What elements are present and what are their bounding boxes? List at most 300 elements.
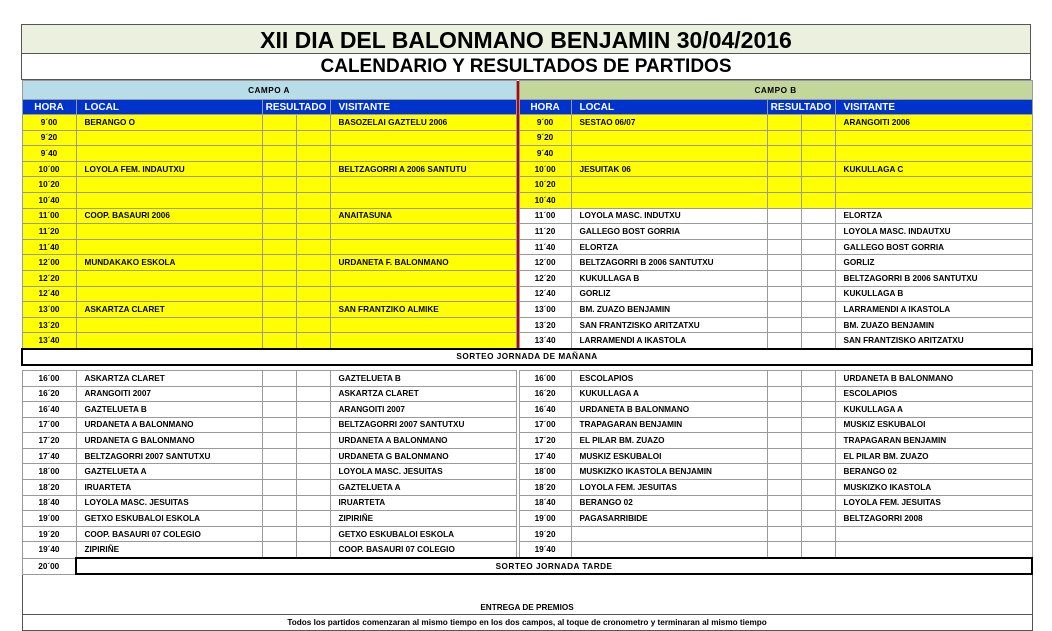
- score-cell-a[interactable]: [296, 542, 330, 558]
- local-team-b: SESTAO 06/07: [571, 115, 767, 131]
- visiting-team-a: URDANETA F. BALONMANO: [330, 255, 516, 271]
- score-cell-b[interactable]: [801, 239, 835, 255]
- table-row: [22, 333, 1032, 349]
- schedule-body: [22, 81, 1032, 631]
- score-cell-a[interactable]: [262, 511, 296, 527]
- visiting-team-a: BELTZAGORRI 2007 SANTUTXU: [330, 417, 516, 433]
- score-cell-b[interactable]: [767, 177, 801, 193]
- local-team-a: [76, 130, 262, 146]
- hora-b: 11´00: [519, 208, 571, 224]
- hora-a: 9´40: [22, 146, 76, 162]
- visiting-team-b: GORLIZ: [835, 255, 1032, 271]
- visiting-team-a: GAZTELUETA B: [330, 370, 516, 386]
- local-team-a: GAZTELUETA B: [76, 402, 262, 418]
- local-team-a: GAZTELUETA A: [76, 464, 262, 480]
- hora-a: 16´00: [22, 370, 76, 386]
- score-cell-b[interactable]: [801, 317, 835, 333]
- score-cell-a[interactable]: [262, 333, 296, 349]
- local-team-b: LOYOLA FEM. JESUITAS: [571, 480, 767, 496]
- score-cell-b[interactable]: [801, 386, 835, 402]
- local-team-b: [571, 130, 767, 146]
- score-cell-b[interactable]: [767, 526, 801, 542]
- hora-a: 17´20: [22, 433, 76, 449]
- score-cell-a[interactable]: [296, 224, 330, 240]
- score-cell-a[interactable]: [296, 146, 330, 162]
- visiting-team-a: [330, 192, 516, 208]
- local-team-b: [571, 542, 767, 558]
- local-team-b: ESCOLAPIOS: [571, 370, 767, 386]
- hora-final: 20´00: [22, 558, 76, 574]
- score-cell-a[interactable]: [296, 239, 330, 255]
- table-row: [22, 433, 1032, 449]
- visiting-team-b: [835, 130, 1032, 146]
- hora-a: 19´00: [22, 511, 76, 527]
- score-cell-a[interactable]: [262, 192, 296, 208]
- hora-b: 16´20: [519, 386, 571, 402]
- score-cell-b[interactable]: [801, 480, 835, 496]
- score-cell-a[interactable]: [296, 177, 330, 193]
- table-row: [22, 386, 1032, 402]
- table-row: [22, 255, 1032, 271]
- table-row: [22, 511, 1032, 527]
- score-cell-b[interactable]: [801, 208, 835, 224]
- score-cell-b[interactable]: [801, 270, 835, 286]
- local-team-b: LARRAMENDI A IKASTOLA: [571, 333, 767, 349]
- visiting-team-b: MUSKIZKO IKASTOLA: [835, 480, 1032, 496]
- score-cell-b[interactable]: [801, 146, 835, 162]
- score-cell-b[interactable]: [801, 192, 835, 208]
- hora-b: 17´00: [519, 417, 571, 433]
- hora-a: 19´20: [22, 526, 76, 542]
- table-row: [22, 286, 1032, 302]
- hora-b: 13´20: [519, 317, 571, 333]
- score-cell-b[interactable]: [767, 402, 801, 418]
- visiting-team-a: [330, 224, 516, 240]
- local-team-a: ZIPIRIÑE: [76, 542, 262, 558]
- header-local-a: LOCAL: [76, 100, 262, 115]
- table-row: [22, 177, 1032, 193]
- visiting-team-a: ARANGOITI 2007: [330, 402, 516, 418]
- visiting-team-b: [835, 177, 1032, 193]
- hora-b: 18´20: [519, 480, 571, 496]
- score-cell-b[interactable]: [801, 495, 835, 511]
- score-cell-b[interactable]: [767, 208, 801, 224]
- local-team-a: MUNDAKAKO ESKOLA: [76, 255, 262, 271]
- visiting-team-a: [330, 239, 516, 255]
- score-cell-a[interactable]: [296, 302, 330, 318]
- local-team-b: EL PILAR BM. ZUAZO: [571, 433, 767, 449]
- visiting-team-b: URDANETA B BALONMANO: [835, 370, 1032, 386]
- hora-a: 9´20: [22, 130, 76, 146]
- table-row: [22, 270, 1032, 286]
- score-cell-a[interactable]: [262, 208, 296, 224]
- local-team-a: [76, 239, 262, 255]
- score-cell-a[interactable]: [262, 286, 296, 302]
- score-cell-b[interactable]: [801, 402, 835, 418]
- header-row: [22, 100, 1032, 115]
- hora-b: 9´40: [519, 146, 571, 162]
- score-cell-a[interactable]: [262, 115, 296, 131]
- visiting-team-a: ZIPIRIÑE: [330, 511, 516, 527]
- visiting-team-b: SAN FRANTZISKO ARITZATXU: [835, 333, 1032, 349]
- score-cell-a[interactable]: [296, 333, 330, 349]
- header-hora-a: HORA: [22, 100, 76, 115]
- visiting-team-b: ELORTZA: [835, 208, 1032, 224]
- local-team-a: GETXO ESKUBALOI ESKOLA: [76, 511, 262, 527]
- score-cell-a[interactable]: [296, 255, 330, 271]
- local-team-b: LOYOLA MASC. INDUTXU: [571, 208, 767, 224]
- hora-b: 19´20: [519, 526, 571, 542]
- local-team-a: [76, 224, 262, 240]
- score-cell-b[interactable]: [767, 161, 801, 177]
- local-team-a: [76, 286, 262, 302]
- score-cell-b[interactable]: [801, 464, 835, 480]
- hora-a: 9´00: [22, 115, 76, 131]
- campo-b-label: CAMPO B: [519, 81, 1032, 100]
- hora-a: 18´00: [22, 464, 76, 480]
- local-team-a: COOP. BASAURI 2006: [76, 208, 262, 224]
- visiting-team-b: MUSKIZ ESKUBALOI: [835, 417, 1032, 433]
- score-cell-b[interactable]: [767, 511, 801, 527]
- score-cell-b[interactable]: [767, 433, 801, 449]
- header-visitante-a: VISITANTE: [330, 100, 516, 115]
- hora-b: 17´20: [519, 433, 571, 449]
- table-row: [22, 526, 1032, 542]
- local-team-a: [76, 270, 262, 286]
- score-cell-b[interactable]: [767, 146, 801, 162]
- score-cell-b[interactable]: [801, 370, 835, 386]
- table-row: [22, 402, 1032, 418]
- score-cell-b[interactable]: [767, 192, 801, 208]
- score-cell-a[interactable]: [262, 526, 296, 542]
- visiting-team-b: [835, 146, 1032, 162]
- score-cell-b[interactable]: [767, 130, 801, 146]
- local-team-b: SAN FRANTZISKO ARITZATXU: [571, 317, 767, 333]
- hora-b: 10´40: [519, 192, 571, 208]
- header-local-b: LOCAL: [571, 100, 767, 115]
- score-cell-a[interactable]: [262, 480, 296, 496]
- score-cell-b[interactable]: [801, 526, 835, 542]
- score-cell-a[interactable]: [262, 317, 296, 333]
- score-cell-a[interactable]: [262, 417, 296, 433]
- hora-b: 19´40: [519, 542, 571, 558]
- score-cell-b[interactable]: [801, 286, 835, 302]
- score-cell-a[interactable]: [262, 402, 296, 418]
- hora-b: 13´40: [519, 333, 571, 349]
- score-cell-b[interactable]: [801, 115, 835, 131]
- table-row: [22, 370, 1032, 386]
- footer-row: [22, 615, 1032, 631]
- visiting-team-b: LARRAMENDI A IKASTOLA: [835, 302, 1032, 318]
- premios-space: [22, 574, 1032, 601]
- local-team-a: IRUARTETA: [76, 480, 262, 496]
- score-cell-a[interactable]: [262, 542, 296, 558]
- local-team-a: LOYOLA FEM. INDAUTXU: [76, 161, 262, 177]
- local-team-b: [571, 526, 767, 542]
- visiting-team-b: BERANGO 02: [835, 464, 1032, 480]
- score-cell-a[interactable]: [296, 495, 330, 511]
- local-team-b: KUKULLAGA A: [571, 386, 767, 402]
- score-cell-a[interactable]: [296, 448, 330, 464]
- hora-a: 11´20: [22, 224, 76, 240]
- hora-a: 11´40: [22, 239, 76, 255]
- visiting-team-a: URDANETA G BALONMANO: [330, 448, 516, 464]
- score-cell-a[interactable]: [296, 433, 330, 449]
- score-cell-a[interactable]: [296, 526, 330, 542]
- table-row: [22, 161, 1032, 177]
- table-row: [22, 130, 1032, 146]
- score-cell-a[interactable]: [296, 161, 330, 177]
- local-team-a: COOP. BASAURI 07 COLEGIO: [76, 526, 262, 542]
- score-cell-b[interactable]: [801, 177, 835, 193]
- table-row: [22, 464, 1032, 480]
- visiting-team-a: [330, 333, 516, 349]
- visiting-team-a: LOYOLA MASC. JESUITAS: [330, 464, 516, 480]
- table-row: [22, 417, 1032, 433]
- local-team-a: LOYOLA MASC. JESUITAS: [76, 495, 262, 511]
- visiting-team-a: URDANETA A BALONMANO: [330, 433, 516, 449]
- hora-a: 17´40: [22, 448, 76, 464]
- visiting-team-b: TRAPAGARAN BENJAMIN: [835, 433, 1032, 449]
- table-row: [22, 239, 1032, 255]
- table-row: [22, 448, 1032, 464]
- score-cell-a[interactable]: [262, 370, 296, 386]
- local-team-b: ELORTZA: [571, 239, 767, 255]
- visiting-team-b: KUKULLAGA B: [835, 286, 1032, 302]
- visiting-team-a: GAZTELUETA A: [330, 480, 516, 496]
- score-cell-a[interactable]: [262, 386, 296, 402]
- score-cell-b[interactable]: [767, 495, 801, 511]
- local-team-a: [76, 177, 262, 193]
- score-cell-a[interactable]: [262, 433, 296, 449]
- score-cell-a[interactable]: [262, 448, 296, 464]
- score-cell-a[interactable]: [296, 480, 330, 496]
- hora-a: 13´00: [22, 302, 76, 318]
- hora-b: 13´00: [519, 302, 571, 318]
- local-team-b: [571, 177, 767, 193]
- score-cell-b[interactable]: [767, 270, 801, 286]
- score-cell-b[interactable]: [767, 542, 801, 558]
- score-cell-b[interactable]: [767, 464, 801, 480]
- visiting-team-a: GETXO ESKUBALOI ESKOLA: [330, 526, 516, 542]
- visiting-team-b: KUKULLAGA A: [835, 402, 1032, 418]
- hora-b: 9´00: [519, 115, 571, 131]
- visiting-team-b: ESCOLAPIOS: [835, 386, 1032, 402]
- visiting-team-b: [835, 192, 1032, 208]
- score-cell-b[interactable]: [767, 286, 801, 302]
- hora-a: 11´00: [22, 208, 76, 224]
- local-team-a: BELTZAGORRI 2007 SANTUTXU: [76, 448, 262, 464]
- score-cell-a[interactable]: [262, 224, 296, 240]
- score-cell-b[interactable]: [801, 302, 835, 318]
- page-subtitle: CALENDARIO Y RESULTADOS DE PARTIDOS: [21, 54, 1031, 80]
- hora-b: 9´20: [519, 130, 571, 146]
- score-cell-b[interactable]: [767, 333, 801, 349]
- score-cell-b[interactable]: [801, 333, 835, 349]
- entrega-premios: ENTREGA DE PREMIOS: [22, 601, 1032, 615]
- visiting-team-a: BASOZELAI GAZTELU 2006: [330, 115, 516, 131]
- hora-a: 18´40: [22, 495, 76, 511]
- local-team-b: KUKULLAGA B: [571, 270, 767, 286]
- local-team-b: [571, 192, 767, 208]
- table-row: [22, 495, 1032, 511]
- local-team-b: PAGASARRIBIDE: [571, 511, 767, 527]
- visiting-team-b: LOYOLA FEM. JESUITAS: [835, 495, 1032, 511]
- hora-b: 12´40: [519, 286, 571, 302]
- visiting-team-a: [330, 317, 516, 333]
- page-title: XII DIA DEL BALONMANO BENJAMIN 30/04/2016: [21, 24, 1031, 54]
- local-team-a: URDANETA G BALONMANO: [76, 433, 262, 449]
- score-cell-b[interactable]: [767, 386, 801, 402]
- score-cell-b[interactable]: [801, 255, 835, 271]
- hora-a: 10´40: [22, 192, 76, 208]
- score-cell-b[interactable]: [767, 255, 801, 271]
- visiting-team-b: [835, 542, 1032, 558]
- header-visitante-b: VISITANTE: [835, 100, 1032, 115]
- score-cell-a[interactable]: [262, 177, 296, 193]
- score-cell-b[interactable]: [767, 224, 801, 240]
- table-row: [22, 317, 1032, 333]
- score-cell-b[interactable]: [801, 448, 835, 464]
- score-cell-a[interactable]: [296, 130, 330, 146]
- score-cell-b[interactable]: [801, 417, 835, 433]
- score-cell-a[interactable]: [296, 317, 330, 333]
- score-cell-a[interactable]: [296, 511, 330, 527]
- visiting-team-b: BM. ZUAZO BENJAMIN: [835, 317, 1032, 333]
- score-cell-b[interactable]: [801, 433, 835, 449]
- hora-a: 16´40: [22, 402, 76, 418]
- score-cell-b[interactable]: [767, 370, 801, 386]
- score-cell-b[interactable]: [767, 417, 801, 433]
- local-team-a: ASKARTZA CLARET: [76, 370, 262, 386]
- score-cell-a[interactable]: [262, 161, 296, 177]
- visiting-team-a: [330, 286, 516, 302]
- score-cell-b[interactable]: [767, 239, 801, 255]
- schedule-table: [21, 80, 1033, 631]
- hora-b: 11´40: [519, 239, 571, 255]
- local-team-b: MUSKIZ ESKUBALOI: [571, 448, 767, 464]
- score-cell-b[interactable]: [801, 161, 835, 177]
- score-cell-a[interactable]: [296, 402, 330, 418]
- score-cell-a[interactable]: [296, 386, 330, 402]
- campo-row: [22, 81, 1032, 100]
- footer-note: Todos los partidos comenzaran al mismo tiempo en los dos campos, al toque de cronometro y terminaran al mismo tiempo: [22, 615, 1032, 631]
- table-row: [22, 302, 1032, 318]
- score-cell-a[interactable]: [262, 146, 296, 162]
- score-cell-b[interactable]: [767, 480, 801, 496]
- score-cell-a[interactable]: [262, 302, 296, 318]
- visiting-team-b: BELTZAGORRI 2008: [835, 511, 1032, 527]
- score-cell-b[interactable]: [767, 302, 801, 318]
- visiting-team-b: [835, 526, 1032, 542]
- score-cell-b[interactable]: [801, 511, 835, 527]
- score-cell-b[interactable]: [801, 130, 835, 146]
- table-row: [22, 146, 1032, 162]
- score-cell-a[interactable]: [296, 208, 330, 224]
- score-cell-b[interactable]: [767, 115, 801, 131]
- visiting-team-b: EL PILAR BM. ZUAZO: [835, 448, 1032, 464]
- visiting-team-b: ARANGOITI 2006: [835, 115, 1032, 131]
- score-cell-b[interactable]: [801, 542, 835, 558]
- score-cell-a[interactable]: [262, 255, 296, 271]
- campo-a-label: CAMPO A: [22, 81, 516, 100]
- table-row: [22, 224, 1032, 240]
- hora-a: 12´00: [22, 255, 76, 271]
- score-cell-a[interactable]: [262, 130, 296, 146]
- visiting-team-a: [330, 177, 516, 193]
- visiting-team-b: GALLEGO BOST GORRIA: [835, 239, 1032, 255]
- local-team-b: [571, 146, 767, 162]
- score-cell-b[interactable]: [801, 224, 835, 240]
- local-team-a: ASKARTZA CLARET: [76, 302, 262, 318]
- table-row: [22, 208, 1032, 224]
- score-cell-a[interactable]: [262, 239, 296, 255]
- visiting-team-a: BELTZAGORRI A 2006 SANTUTU: [330, 161, 516, 177]
- hora-b: 10´20: [519, 177, 571, 193]
- local-team-a: [76, 317, 262, 333]
- hora-a: 13´20: [22, 317, 76, 333]
- local-team-a: ARANGOITI 2007: [76, 386, 262, 402]
- visiting-team-a: [330, 130, 516, 146]
- local-team-b: BM. ZUAZO BENJAMIN: [571, 302, 767, 318]
- visiting-team-b: BELTZAGORRI B 2006 SANTUTXU: [835, 270, 1032, 286]
- local-team-a: URDANETA A BALONMANO: [76, 417, 262, 433]
- score-cell-a[interactable]: [296, 464, 330, 480]
- local-team-a: [76, 192, 262, 208]
- score-cell-a[interactable]: [296, 417, 330, 433]
- hora-b: 16´00: [519, 370, 571, 386]
- hora-a: 10´20: [22, 177, 76, 193]
- score-cell-a[interactable]: [296, 370, 330, 386]
- hora-b: 19´00: [519, 511, 571, 527]
- header-hora-b: HORA: [519, 100, 571, 115]
- table-row: [22, 480, 1032, 496]
- score-cell-a[interactable]: [296, 192, 330, 208]
- hora-b: 10´00: [519, 161, 571, 177]
- hora-a: 17´00: [22, 417, 76, 433]
- score-cell-a[interactable]: [262, 270, 296, 286]
- visiting-team-a: ASKARTZA CLARET: [330, 386, 516, 402]
- visiting-team-a: [330, 270, 516, 286]
- visiting-team-a: COOP. BASAURI 07 COLEGIO: [330, 542, 516, 558]
- score-cell-a[interactable]: [262, 464, 296, 480]
- score-cell-b[interactable]: [767, 317, 801, 333]
- table-row: [22, 115, 1032, 131]
- local-team-b: BELTZAGORRI B 2006 SANTUTXU: [571, 255, 767, 271]
- score-cell-a[interactable]: [296, 286, 330, 302]
- hora-a: 10´00: [22, 161, 76, 177]
- sorteo-tarde: SORTEO JORNADA TARDE: [76, 558, 1032, 574]
- hora-a: 13´40: [22, 333, 76, 349]
- header-resultado-a: RESULTADO: [262, 100, 330, 115]
- local-team-a: [76, 146, 262, 162]
- local-team-b: GORLIZ: [571, 286, 767, 302]
- score-cell-a[interactable]: [296, 115, 330, 131]
- local-team-b: TRAPAGARAN BENJAMIN: [571, 417, 767, 433]
- visiting-team-a: [330, 146, 516, 162]
- score-cell-a[interactable]: [262, 495, 296, 511]
- hora-b: 11´20: [519, 224, 571, 240]
- score-cell-a[interactable]: [296, 270, 330, 286]
- visiting-team-b: KUKULLAGA C: [835, 161, 1032, 177]
- score-cell-b[interactable]: [767, 448, 801, 464]
- schedule-sheet: [21, 24, 1031, 631]
- premios-space-row: [22, 574, 1032, 601]
- table-row: [22, 542, 1032, 558]
- local-team-a: [76, 333, 262, 349]
- hora-b: 16´40: [519, 402, 571, 418]
- local-team-b: GALLEGO BOST GORRIA: [571, 224, 767, 240]
